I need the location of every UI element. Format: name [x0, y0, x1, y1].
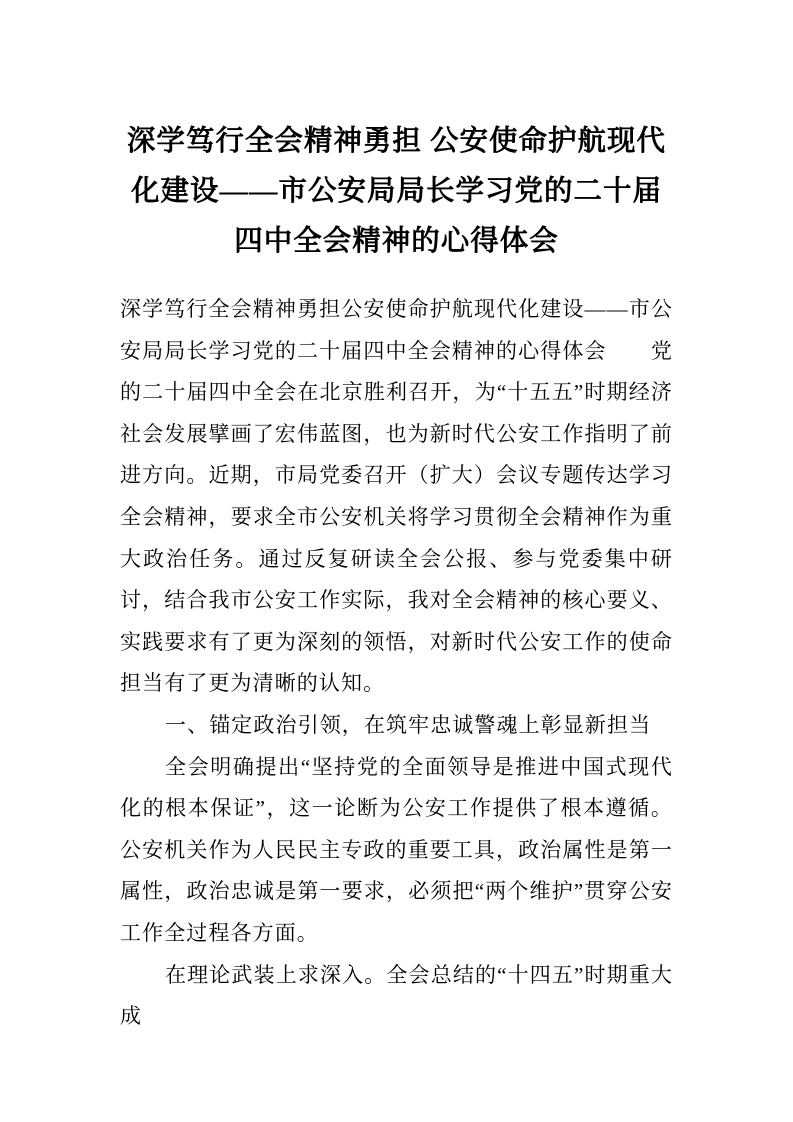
- body-paragraph: 在理论武装上求深入。全会总结的“十四五”时期重大成: [120, 962, 673, 1029]
- section-heading: 一、锚定政治引领，在筑牢忠诚警魂上彰显新担当: [165, 712, 652, 737]
- body-paragraph: 全会明确提出“坚持党的全面领导是推进中国式现代化的根本保证”，这一论断为公安工作提供了根本遵循。公安机关作为人民民主专政的重要工具，政治属性是第一属性，政治忠诚是第一要求，必须把“两个维护”贯穿公安工作全过程各方面。: [120, 754, 673, 945]
- body-paragraph: 深学笃行全会精神勇担公安使命护航现代化建设——市公安局局长学习党的二十届四中全会精神的心得体会 党的二十届四中全会在北京胜利召开，为“十五五”时期经济社会发展擘画了宏伟蓝图，也为新时代公安工作指明了前进方向。近期，市局党委召开（扩大）会议专题传达学习全会精神，要求全市公安机关将学习贯彻全会精神作为重大政治任务。通过反复研读全会公报、参与党委集中研讨，结合我市公安工作实际，我对全会精神的核心要义、实践要求有了更为深刻的领悟，对新时代公安工作的使命担当有了更为清晰的认知。: [120, 297, 673, 696]
- document-body: [120, 289, 673, 1038]
- document-title: 深学笃行全会精神勇担 公安使命护航现代化建设——市公安局局长学习党的二十届四中全会精神的心得体会: [126, 126, 667, 257]
